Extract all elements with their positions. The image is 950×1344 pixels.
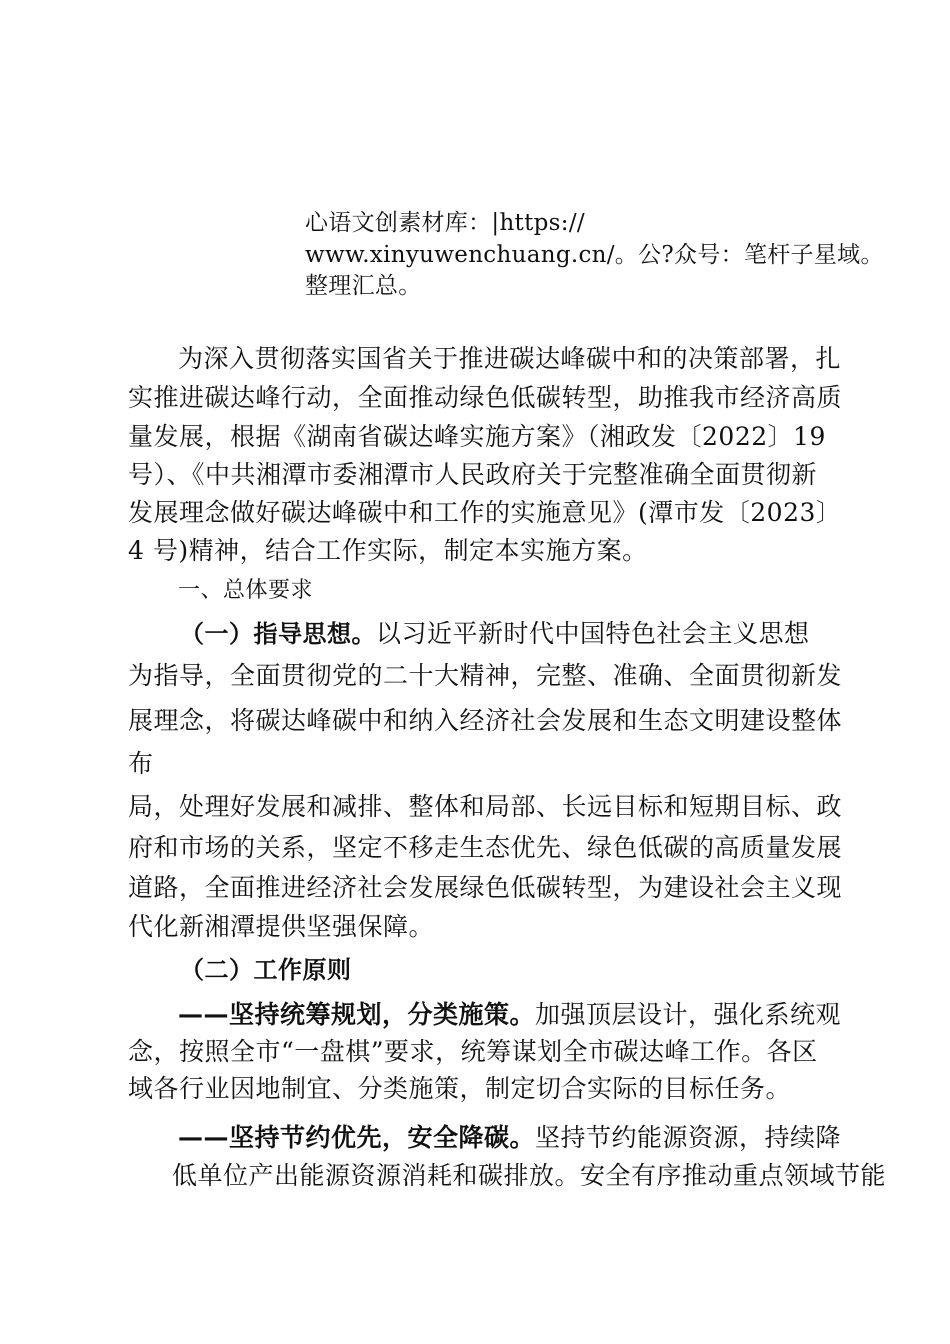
principle-line [178, 997, 841, 1033]
subsection-title: （二）工作原则 [180, 956, 352, 984]
paragraph-text: 坚持节约能源资源，持续降 [535, 1123, 842, 1152]
paragraph-line: 念，按照全市“一盘棋”要求，统筹谋划全市碳达峰工作。各区 [128, 1037, 818, 1066]
paragraph-line: 代化新湘潭提供坚强保障。 [128, 912, 435, 941]
paragraph-line: 展理念，将碳达峰碳中和纳入经济社会发展和生态文明建设整体 [128, 706, 843, 735]
paragraph-text: 以习近平新时代中国特色社会主义思想 [376, 619, 810, 648]
paragraph-line: 道路，全面推进经济社会发展绿色低碳转型，为建设社会主义现 [128, 873, 843, 902]
paragraph-line: 布 [128, 749, 154, 778]
subsection-title: （一）指导思想。 [180, 620, 376, 648]
paragraph-line: 为指导，全面贯彻党的二十大精神，完整、准确、全面贯彻新发 [128, 661, 843, 690]
subsection-line [180, 616, 810, 652]
paragraph-line: 4 号)精神，结合工作实际，制定本实施方案。 [128, 536, 648, 565]
principle-title: ——坚持统筹规划，分类施策。 [178, 1000, 536, 1029]
paragraph-line: 号）、《中共湘潭市委湘潭市人民政府关于完整准确全面贯彻新 [128, 460, 818, 489]
paragraph-line: 量发展，根据《湖南省碳达峰实施方案》（湘政发〔2022〕19 [128, 422, 826, 451]
principle-line [178, 1120, 841, 1156]
section-heading: 一、总体要求 [178, 578, 314, 603]
paragraph-line: 发展理念做好碳达峰碳中和工作的实施意见》(潭市发〔2023〕 [128, 498, 842, 527]
paragraph-line: 府和市场的关系，坚定不移走生态优先、绿色低碳的高质量发展 [128, 833, 843, 862]
paragraph-line: 域各行业因地制宜、分类施策，制定切合实际的目标任务。 [128, 1074, 792, 1103]
paragraph-text: 加强顶层设计，强化系统观 [535, 1000, 842, 1029]
paragraph-line: 低单位产出能源资源消耗和碳排放。安全有序推动重点领域节能 [172, 1161, 887, 1190]
paragraph-line: 局，处理好发展和减排、整体和局部、长远目标和短期目标、政 [128, 792, 843, 821]
header-line-2: www.xinyuwenchuang.cn/。公?众号：笔杆子星域。 [305, 242, 884, 268]
principle-title: ——坚持节约优先，安全降碳。 [178, 1123, 536, 1152]
header-line-3: 整理汇总。 [305, 273, 422, 299]
paragraph-line: 为深入贯彻落实国省关于推进碳达峰碳中和的决策部署，扎 [178, 344, 842, 373]
header-line-1: 心语文创素材库：|https:// [305, 210, 585, 236]
paragraph-line: 实推进碳达峰行动，全面推动绿色低碳转型，助推我市经济高质 [128, 383, 843, 412]
